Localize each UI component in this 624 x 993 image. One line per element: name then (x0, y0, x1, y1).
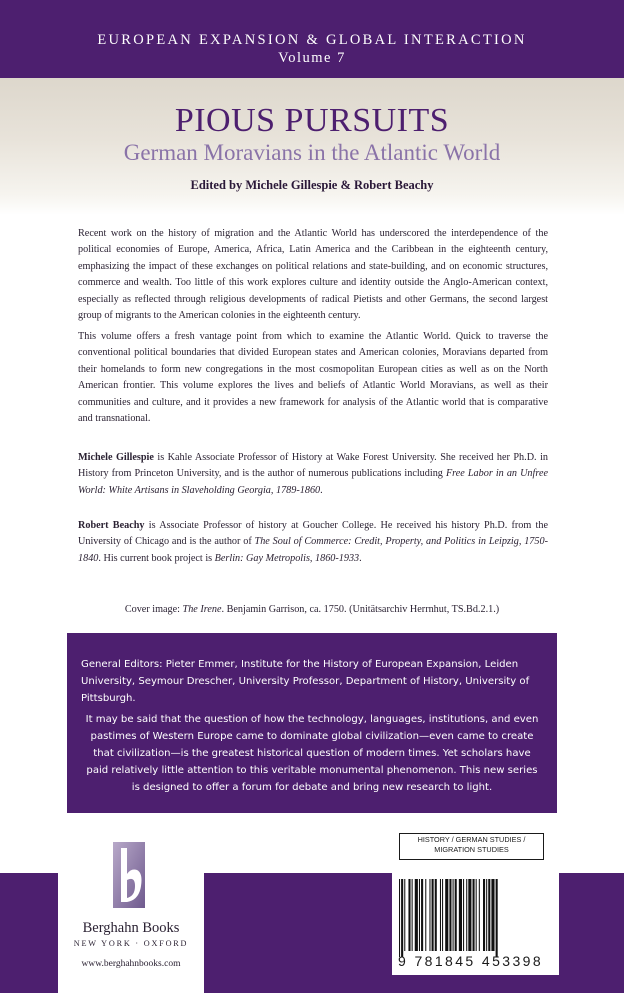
isbn-barcode-icon (399, 879, 551, 957)
publisher-location: NEW YORK · OXFORD (73, 939, 189, 948)
bio-book-title: Free Labor in an Unfree World: White Artisans in Slaveholding Georgia, 1789-1860 (78, 468, 548, 496)
barcode-bar (479, 879, 480, 951)
beachy-bio (78, 518, 548, 567)
credit-label: Cover image: (124, 604, 183, 615)
bio-current-book-title: Berlin: Gay Metropolis, 1860-1933 (214, 552, 360, 564)
barcode-bar (419, 879, 420, 951)
barcode-bar (445, 879, 448, 951)
bio-text-end: . (320, 484, 323, 496)
cover-image-credit (0, 604, 624, 615)
publisher-block (58, 828, 204, 993)
barcode-bar (435, 879, 437, 951)
bio-text-middle: . His current book project is (98, 552, 215, 564)
barcode-bar (401, 879, 403, 957)
barcode-bar (453, 879, 454, 951)
barcode-bar (442, 879, 443, 951)
barcode-bar (449, 879, 451, 951)
barcode-bar (459, 879, 462, 951)
gillespie-bio (78, 450, 548, 499)
bio-text: is Kahle Associate Professor of History at Wake Forest University. She received her Ph.D. in History from Princeton University, and is the author of numerous publications including (78, 452, 548, 480)
barcode-bar (486, 879, 487, 951)
barcode-bar (496, 879, 498, 957)
barcode-bar (429, 879, 430, 951)
bio-book-title: The Soul of Commerce: Credit, Property, and Politics in Leipzig, 1750-1840 (78, 536, 548, 564)
bio-name: Robert Beachy (78, 520, 145, 531)
barcode-bar (468, 879, 471, 951)
barcode-bar (408, 879, 410, 951)
barcode-bar (491, 879, 494, 951)
barcode-bar (476, 879, 477, 951)
series-title: EUROPEAN EXPANSION & GLOBAL INTERACTION (97, 32, 527, 48)
credit-artwork-title: The Irene (182, 604, 222, 615)
book-title: PIOUS PURSUITS (174, 102, 450, 139)
description-paragraph-2: This volume offers a fresh vantage point from which to examine the Atlantic World. Quick to traverse the conventional political boundaries that divided European states and American colonies, Moravians departed from their homelands to form new congregations in the most cosmopolitan European cities as well as on the North American frontier. This volume explores the lives and beliefs of Atlantic World Moravians, as well as their communities and culture, and it provides a new framework for analysis of the Atlantic world that is comparative and transnational. (78, 331, 548, 425)
barcode-bar (415, 879, 418, 951)
series-description: It may be said that the question of how the technology, languages, institutions, and even pastimes of Western Europe came to dominate global civilization—even came to create that civilization—is the greatest historical question of modern times. Yet scholars have paid relatively little attention to this veritable monumental phenomenon. This new series is designed to offer a forum for debate and bring new research to light. (85, 714, 539, 793)
subject-category: HISTORY / GERMAN STUDIES / MIGRATION STUDIES (399, 833, 544, 860)
isbn-number: 9 781845 453398 (398, 953, 543, 969)
barcode-bar (473, 879, 475, 951)
barcode-bar (455, 879, 457, 951)
barcode-bar (463, 879, 464, 951)
bio-name: Michele Gillespie (78, 452, 154, 463)
book-subtitle: German Moravians in the Atlantic World (123, 140, 501, 165)
book-editors: Edited by Michele Gillespie & Robert Beachy (190, 178, 434, 192)
barcode-block (392, 829, 559, 975)
description-paragraph-1: Recent work on the history of migration and the Atlantic World has underscored the interdependence of the political economies of Europe, America, Africa, Latin America and the Caribbean in the eighteenth century, emphasizing the impact of these exchanges on political relations and state-building, and on economic structures, commerce and wealth. Too little of this work explores culture and identity outside the Anglo-American context, especially as reflected through religious developments of radical Pietists and other Germans, the second largest group of migrants to the American colonies in the eighteenth century. (78, 228, 548, 322)
bio-text-end: . (359, 552, 362, 564)
barcode-bar (440, 879, 441, 951)
barcode-bar (404, 879, 405, 951)
barcode-bar (399, 879, 400, 957)
barcode-bar (412, 879, 413, 951)
credit-details: . Benjamin Garrison, ca. 1750. (Unitätsarchiv Herrnhut, TS.Bd.2.1.) (221, 604, 500, 615)
barcode-bar (466, 879, 467, 951)
publisher-website: www.berghahnbooks.com (81, 959, 181, 969)
berghahn-b-logo-icon (107, 840, 151, 910)
series-header-band (0, 0, 624, 78)
series-info-box (67, 633, 557, 813)
barcode-bar (425, 879, 426, 951)
barcode-bar (488, 879, 490, 951)
volume-number: Volume 7 (278, 50, 346, 66)
barcode-bar (421, 879, 423, 951)
publisher-name: Berghahn Books (82, 920, 180, 936)
barcode-bar (432, 879, 434, 951)
general-editors-text: General Editors: Pieter Emmer, Institute for the History of European Expansion, Leiden University, Seymour Drescher, University Professor, Department of History, University of Pittsburgh. (81, 659, 530, 704)
barcode-bar (483, 879, 485, 951)
bio-text: is Associate Professor of history at Goucher College. He received his history Ph.D. from the University of Chicago and is the author of (78, 520, 548, 548)
